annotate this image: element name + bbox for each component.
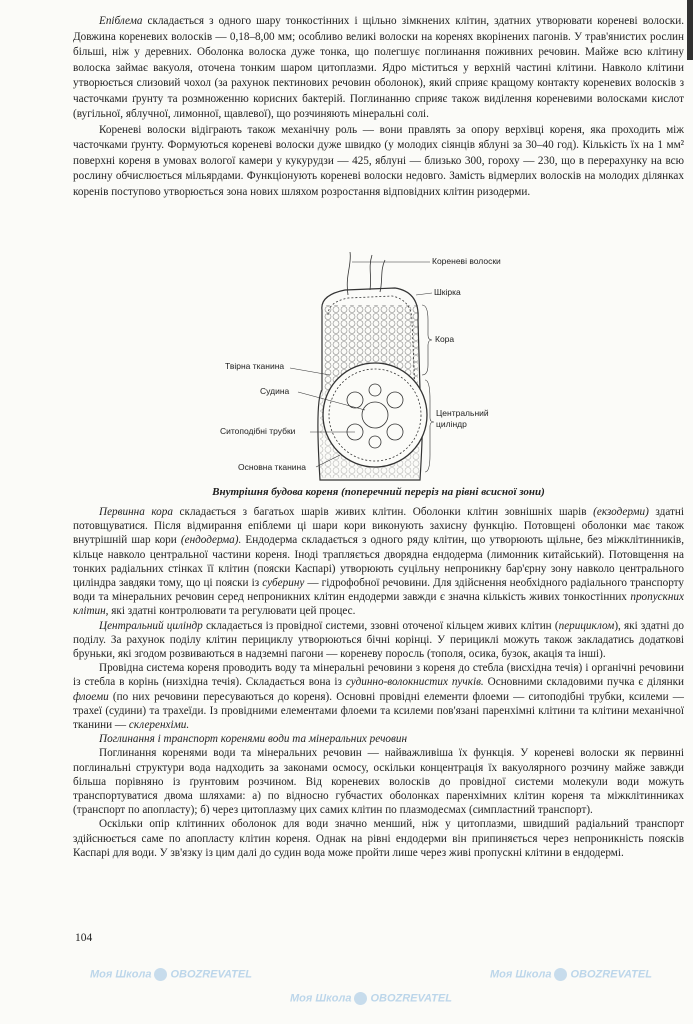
figure-caption: Внутрішня будова кореня (поперечний переріз на рівні всисної зони)	[212, 486, 545, 498]
text-block-top	[73, 14, 684, 200]
italic-term: (екзодерми)	[593, 506, 649, 518]
italic-term: Первинна кора	[99, 506, 173, 518]
text-run: складається з одного шару тонкостінних і щільно зімкнених клітин, здатних утворювати кореневі волоски. Довжина кореневих волосків — 0,18–8,00 мм; особливо великі волоски на коренях вкорінених пагонів. У трав'янистих рослин більші, ніж у деревних. Оболонка волоска дуже тонка, що полегшує поглинання поживних речовин. Майже всю клітину волоска займає вакуоля, оточена тонким шаром цитоплазми. Ядро міститься у верхній частині клітини. Навколо клітини утворюється слизовий чохол (за рахунок пектинових речовин оболонок), який сприяє кращому контакту кореневих волосків з часточками ґрунту та розмноженню корисних бактерій. Поглинанню сприяє також виділення кореневими волосками кислот (вугільної, яблучної, лимонної, щавлевої), що розчиняють мінеральні солі.	[73, 15, 684, 120]
text-run: Провідна система кореня проводить воду та мінеральні речовини з кореня до стебла (висхідна течія) і органічні речовини із стебла в корінь (низхідна течія). Складається вона із	[73, 662, 684, 689]
paragraph	[73, 661, 684, 732]
paragraph	[73, 14, 684, 123]
paragraph	[73, 746, 684, 817]
paragraph	[73, 817, 684, 860]
paragraph	[73, 619, 684, 662]
watermark-brand: OBOZREVATEL	[170, 968, 252, 981]
watermark	[490, 968, 652, 981]
italic-term: Епіблема	[99, 15, 143, 27]
text-run: Кореневі волоски відіграють також механічну роль — вони правлять за опору верхівці кореня, яка проходить між часточками ґрунту. Формуються кореневі волоски дуже швидко (у молодих сіянців яблуні за 30–40 год). Кількість їх на 1 мм² поверхні кореня в умовах вологої камери у кукурудзи — 425, яблуні — близько 300, гороху — 230, що в перерахунку на всю рослину обчислюється мільярдами. Функціонують кореневі волоски недовго. Замість відмерлих волосків на молодих ділянках коренів поступово утворюється зона нових шляхом розростання відповідних клітин ризодерми.	[73, 123, 684, 198]
text-run: які здатні контролювати та регулювати цей процес.	[108, 605, 356, 618]
text-run: ), які здатні до поділу. За рахунок поділу клітин перициклу утворюються бічні корінці. У перициклі можуть також закладатись додаткові бруньки, які згодом розвиваються в надземні пагони — кореневу поросль (тополя, осика, бузок, акація та інші).	[73, 619, 684, 661]
watermark-brand: Моя Школа	[290, 992, 352, 1005]
italic-term: перициклом	[558, 619, 615, 632]
root-hair	[380, 260, 385, 292]
italic-term: Центральний циліндр	[99, 619, 203, 632]
text-run: складається з багатьох шарів живих клітин. Оболонки клітин зовнішніх шарів	[172, 506, 594, 518]
paragraph	[73, 505, 684, 619]
root-cross-section-figure	[220, 250, 520, 482]
text-block-bottom	[73, 505, 684, 860]
text-run: Основними складовими пучка є ділянки	[483, 676, 685, 689]
watermark	[90, 968, 252, 981]
watermark-brand: Моя Школа	[490, 968, 552, 981]
text-run: Ендодерма складається з одного ряду клітин, що утворюють щільне, без міжклітинників, кільце навколо центральної частини кореня. Іноді трапляється дворядна ендодерма (лимонник китайський). Потовщення на тонких радіальних стінках її клітин (пояски Каспарі) утворюють суцільну непроникну бар'єрну зону навколо центрального циліндра завдяки тому, що ці пояски із	[73, 534, 684, 590]
label-root-hairs: Кореневі волоски	[432, 256, 501, 266]
watermark-logo-icon	[354, 992, 367, 1005]
page-edge	[687, 0, 693, 60]
central-cylinder	[323, 363, 427, 467]
text-run: здатні потовщуватися. Після відмирання епіблеми ці шари кори виконують захисну функцію. Потовщені оболонки має також внутрішній шар кори	[73, 506, 685, 547]
text-run: Оскільки опір клітинних оболонок для води значно менший, ніж у цитоплазми, швидший радіальний транспорт здійснюється саме по апопласту клітин кореня. Однак на рівні ендодерми він припиняється через непроникність поясків Каспарі для води. У зв'язку із цим далі до судин вода може пройти лише через живі пропускні клітини в ендодермі.	[73, 818, 684, 859]
paragraph	[73, 123, 684, 201]
root-hair	[347, 252, 350, 295]
italic-term: (ендодерма).	[180, 534, 242, 547]
watermark-brand: OBOZREVATEL	[570, 968, 652, 981]
label-cortex: Кора	[435, 334, 455, 344]
label-vessel: Судина	[260, 386, 290, 396]
subheading: Поглинання і транспорт коренями води та мінеральних речовин	[99, 733, 408, 746]
label-ground-tissue: Основна тканина	[238, 462, 306, 472]
watermark-brand: Моя Школа	[90, 968, 152, 981]
italic-term: склеренхіми.	[128, 719, 190, 732]
text-run: складається із провідної системи, ззовні оточеної кільцем живих клітин (	[202, 619, 559, 632]
italic-term: судинно-волокнистих пучків.	[345, 676, 484, 689]
watermark	[290, 992, 452, 1005]
italic-term: флоеми	[73, 690, 109, 703]
watermark-logo-icon	[554, 968, 567, 981]
watermark-brand: OBOZREVATEL	[370, 992, 452, 1005]
text-run: Поглинання коренями води та мінеральних речовин — найважливіша їх функція. У кореневі волоски як первинні поглинальні структури вода надходить за законами осмосу, оскільки концентрація їх вакуолярного розчину майже завжди більша порівняно із ґрунтовим розчином. Від кореневих волосків до провідної системи молекули води можуть транспортуватися двома шляхами: а) по відносно губчастих оболонках паренхімних клітин кореня та міжклітинниках (транспорт по апопласту); б) через цитоплазму цих самих клітин по плазмодесмах (симпластний транспорт).	[73, 747, 684, 817]
root-hair	[370, 255, 372, 290]
text-run: (по них речовини пересуваються до кореня). Основні провідні елементи флоеми — ситоподібні трубки, ксилеми — трахеї (судини) та трахеїди. Із провідними елементами флоеми та ксилеми пов'язані паренхімні клітини та клітини механічної тканини —	[73, 690, 684, 732]
italic-term: пропускних клітин,	[73, 591, 684, 618]
page-number: 104	[75, 932, 93, 944]
text-run: — гідрофобної речовини. Для здійснення необхідного радіального транспорту води та мінеральних речовин серед непроникних клітин ендодерми завжди є значна кількість живих тонкостінних	[73, 577, 684, 604]
label-central-cylinder: Центральний циліндр	[436, 408, 489, 429]
label-skin: Шкірка	[434, 287, 461, 297]
watermark-logo-icon	[154, 968, 167, 981]
label-sieve-tubes: Ситоподібні трубки	[220, 426, 296, 436]
italic-term: суберину	[262, 577, 305, 590]
label-meristem: Твірна тканина	[225, 361, 285, 371]
